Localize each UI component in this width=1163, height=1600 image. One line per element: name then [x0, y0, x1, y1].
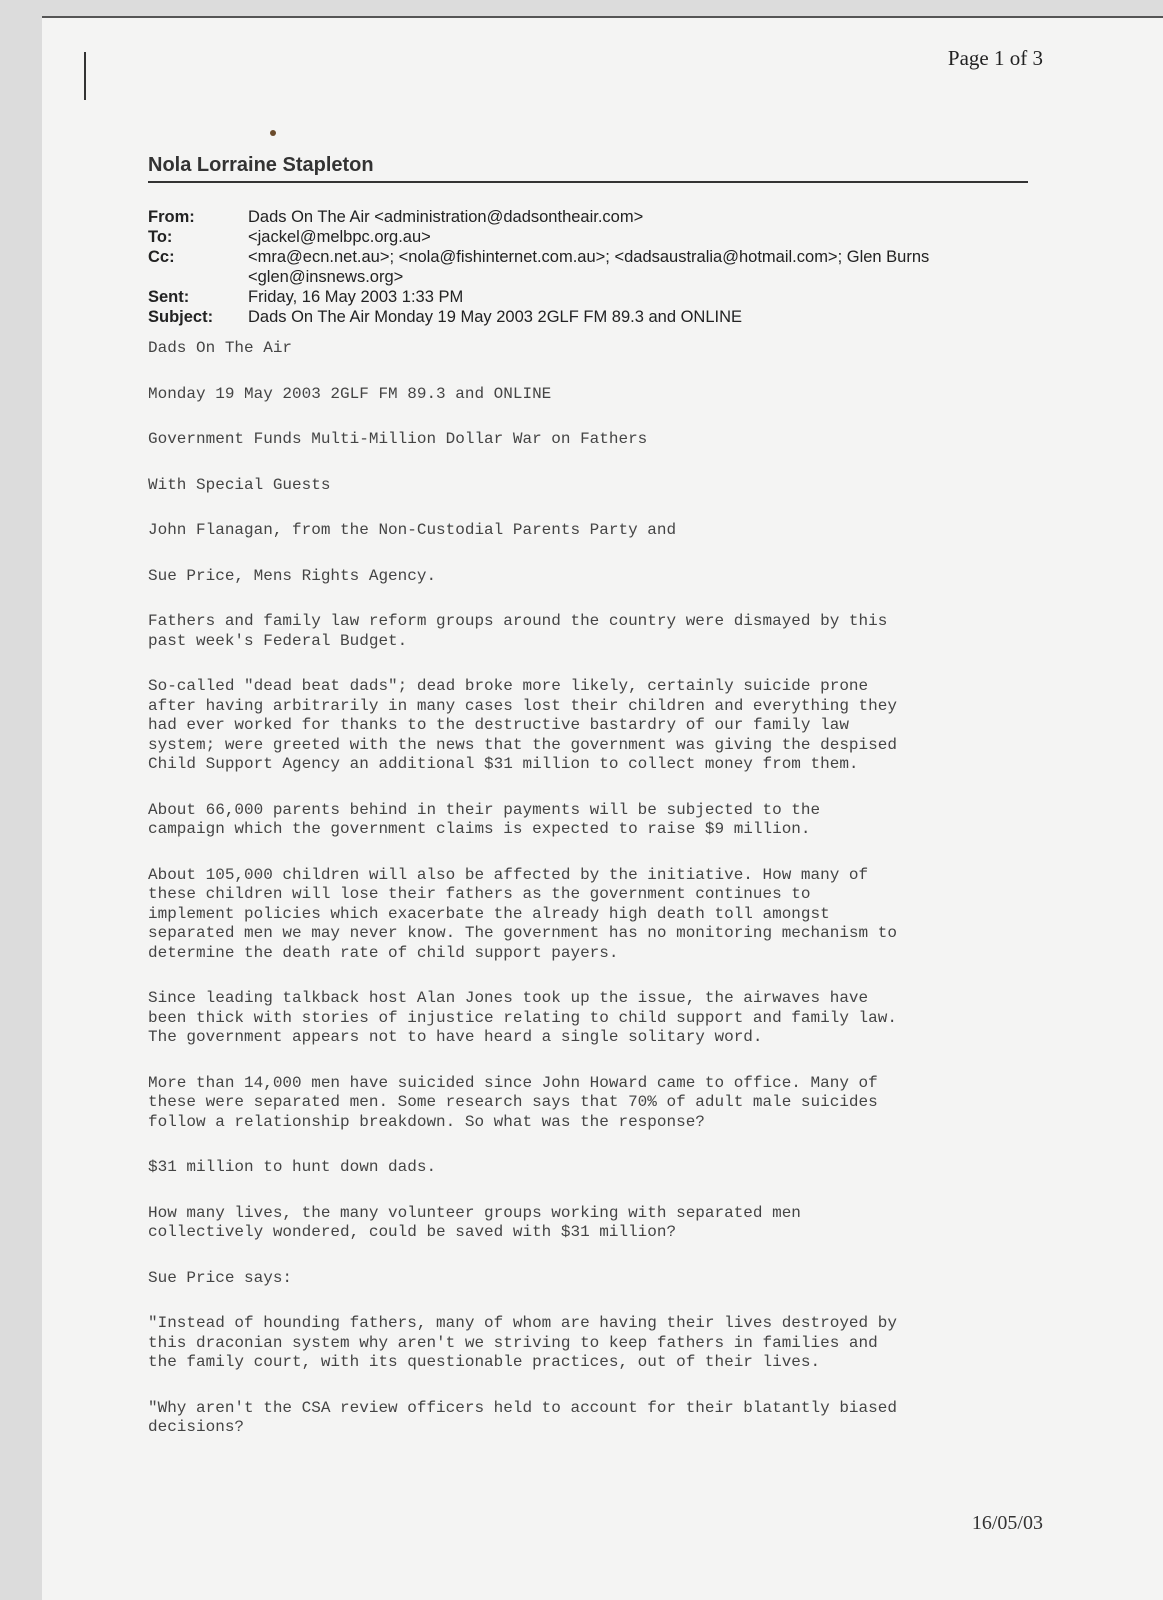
- header-value-cc: <mra@ecn.net.au>; <nola@fishinternet.com.au>; <dadsaustralia@hotmail.com>; Glen Burns <glen@insnews.org>: [248, 248, 930, 286]
- email-headers: [148, 207, 1028, 327]
- header-value-subject: Dads On The Air Monday 19 May 2003 2GLF FM 89.3 and ONLINE: [248, 308, 743, 326]
- header-row-cc: [148, 247, 1028, 287]
- body-paragraph: Since leading talkback host Alan Jones took up the issue, the airwaves have been thick with stories of injustice relating to child support and family law. The government appears not to have heard a single solitary word.: [148, 989, 897, 1046]
- header-value-sent: Friday, 16 May 2003 1:33 PM: [248, 288, 464, 306]
- footer-date: 16/05/03: [971, 1512, 1043, 1534]
- email-printout: [148, 154, 1028, 1464]
- header-label: To:: [148, 228, 173, 246]
- body-paragraph: How many lives, the many volunteer groups working with separated men collectively wondered, could be saved with $31 million?: [148, 1203, 801, 1241]
- header-row-subject: [148, 307, 1028, 327]
- header-value-from: Dads On The Air <administration@dadsontheair.com>: [248, 208, 644, 226]
- body-paragraph: $31 million to hunt down dads.: [148, 1158, 437, 1176]
- body-paragraph: More than 14,000 men have suicided since John Howard came to office. Many of these were separated men. Some research says that 70% of adult male suicides follow a relationship breakdown. So what was the response?: [148, 1073, 878, 1131]
- body-paragraph: Sue Price, Mens Rights Agency.: [148, 566, 437, 585]
- body-paragraph: Government Funds Multi-Million Dollar War on Fathers: [148, 430, 648, 448]
- body-paragraph: So-called "dead beat dads"; dead broke more likely, certainly suicide prone after having arbitrarily in many cases lost their children and everything they had ever worked for thanks to the destructive bastardry of our family law system; were greeted with the news that the government was giving the despised Child Support Agency an additional $31 million to collect money from them.: [148, 677, 897, 773]
- body-paragraph: Monday 19 May 2003 2GLF FM 89.3 and ONLINE: [148, 384, 552, 403]
- header-label: Cc:: [148, 248, 175, 266]
- body-paragraph: Fathers and family law reform groups around the country were dismayed by this past week's Federal Budget.: [148, 612, 888, 650]
- margin-pen-mark: [84, 52, 86, 100]
- header-row-sent: [148, 287, 1028, 307]
- body-paragraph: About 66,000 parents behind in their payments will be subjected to the campaign which the government claims is expected to raise $9 million.: [148, 800, 821, 838]
- body-paragraph: Sue Price says:: [148, 1268, 293, 1287]
- header-label: Sent:: [148, 288, 190, 306]
- header-label: From:: [148, 208, 195, 226]
- header-label: Subject:: [148, 308, 214, 326]
- body-paragraph: "Why aren't the CSA review officers held to account for their blatantly biased decisions?: [148, 1398, 897, 1436]
- body-paragraph: About 105,000 children will also be affected by the initiative. How many of these children will lose their fathers as the government continues to implement policies which exacerbate the already high death toll amongst separated men we may never know. The government has no monitoring mechanism to determine the death rate of child support payers.: [148, 865, 897, 962]
- page-number: Page 1 of 3: [947, 46, 1043, 70]
- email-body: [148, 339, 1028, 1438]
- ink-dot: [270, 130, 276, 136]
- document-page: [42, 16, 1163, 1600]
- header-row-from: [148, 207, 1028, 227]
- header-value-to: <jackel@melbpc.org.au>: [248, 228, 431, 246]
- sender-name-heading: Nola Lorraine Stapleton: [148, 154, 1028, 183]
- body-paragraph: "Instead of hounding fathers, many of whom are having their lives destroyed by this draconian system why aren't we striving to keep fathers in families and the family court, with its questionable practices, out of their lives.: [148, 1314, 897, 1371]
- body-paragraph: With Special Guests: [148, 475, 331, 494]
- body-paragraph: John Flanagan, from the Non-Custodial Parents Party and: [148, 521, 677, 539]
- body-paragraph: Dads On The Air: [148, 339, 293, 357]
- header-row-to: [148, 227, 1028, 247]
